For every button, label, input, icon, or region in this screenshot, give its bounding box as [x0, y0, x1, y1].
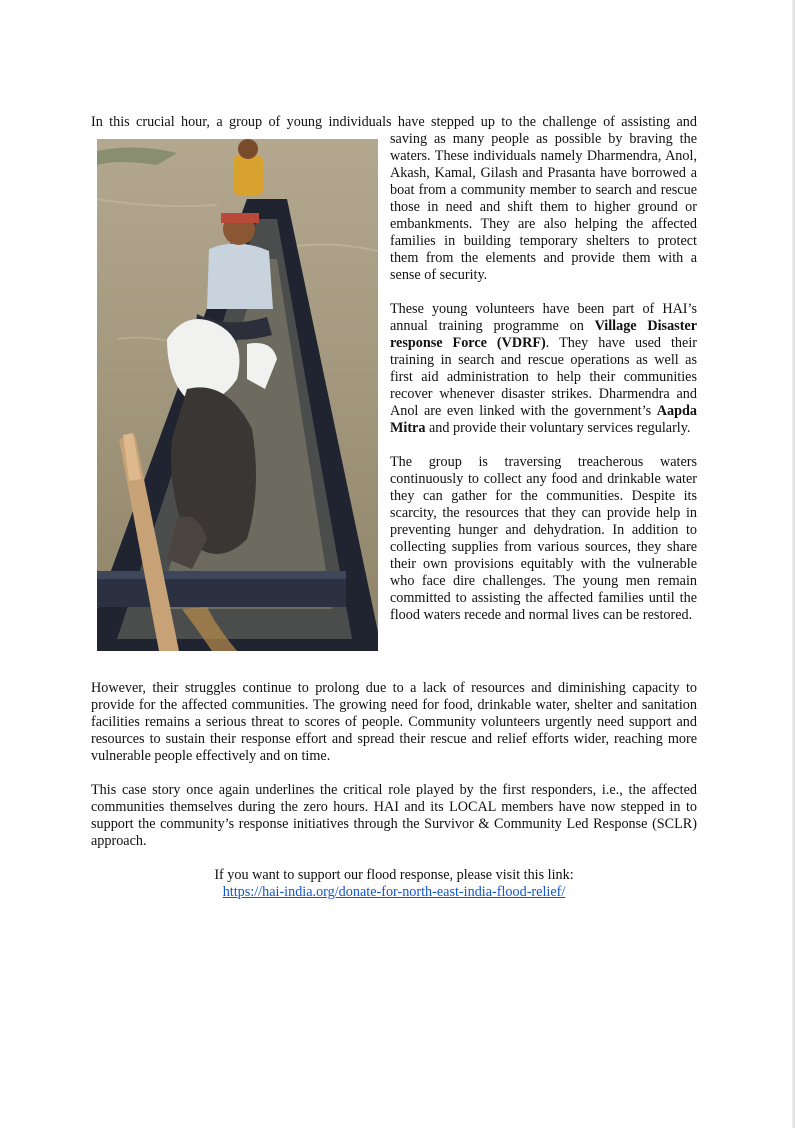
- intro-line: In this crucial hour, a group of young individuals have stepped up to the challenge of assisting and: [91, 114, 697, 130]
- paragraph-traversing: The group is traversing treacherous waters continuously to collect any food and drinkable water they can gather for the communities. Despite its scarcity, the resources that they can provide help in preventing hunger and dehydration. In addition to collecting supplies from various sources, they share their own provisions equitably with the vulnerable who face dire challenges. The young men remain committed to assisting the affected families until the flood waters recede and normal lives can be restored.: [390, 454, 697, 623]
- support-callout: [91, 867, 697, 901]
- paragraph-case-story: This case story once again underlines the critical role played by the first responders, i.e., the affected communities themselves during the zero hours. HAI and its LOCAL members have now stepped in to support the community’s response initiatives through the Survivor & Community Led Response (SCLR) approach.: [91, 782, 697, 849]
- p2-text-b: . They have used their training in search and rescue operations as well as first aid administration to help their communities recover whenever disaster strikes. Dharmendra and Anol are even linked with the government’s: [390, 335, 697, 419]
- flood-boat-photo: [97, 139, 378, 651]
- paragraph-struggles: However, their struggles continue to prolong due to a lack of resources and diminishing capacity to provide for the affected communities. The growing need for food, drinkable water, shelter and sanitation facilities remains a serious threat to scores of people. Community volunteers urgently need support and resources to sustain their response effort and spread their rescue and relief efforts wider, reaching more vulnerable people effectively and on time.: [91, 680, 697, 764]
- vdrf-bold: Village Disaster response Force (VDRF): [390, 318, 698, 351]
- photo-text-block: [91, 131, 697, 680]
- aapda-mitra-bold: Aapda Mitra: [390, 403, 697, 436]
- p2-text-c: and provide their voluntary services regularly.: [425, 420, 691, 436]
- donate-link[interactable]: https://hai-india.org/donate-for-north-east-india-flood-relief/: [222, 884, 566, 900]
- boat-photo-illustration: [97, 139, 378, 651]
- paragraph-volunteers: saving as many people as possible by braving the waters. These individuals namely Dharmendra, Anol, Akash, Kamal, Gilash and Prasanta have borrowed a boat from a community member to search and rescue those in need and shift them to higher ground or embankments. They are also helping the affected families in building temporary shelters to protect them from the elements and provide them with a sense of security.: [390, 131, 697, 283]
- document-page: [91, 114, 697, 901]
- p2-text-a: These young volunteers have been part of HAI’s annual training programme on: [390, 301, 697, 334]
- paragraph-vdrf: [390, 301, 697, 437]
- support-text: If you want to support our flood response, please visit this link:: [214, 867, 574, 883]
- side-column: [390, 131, 697, 624]
